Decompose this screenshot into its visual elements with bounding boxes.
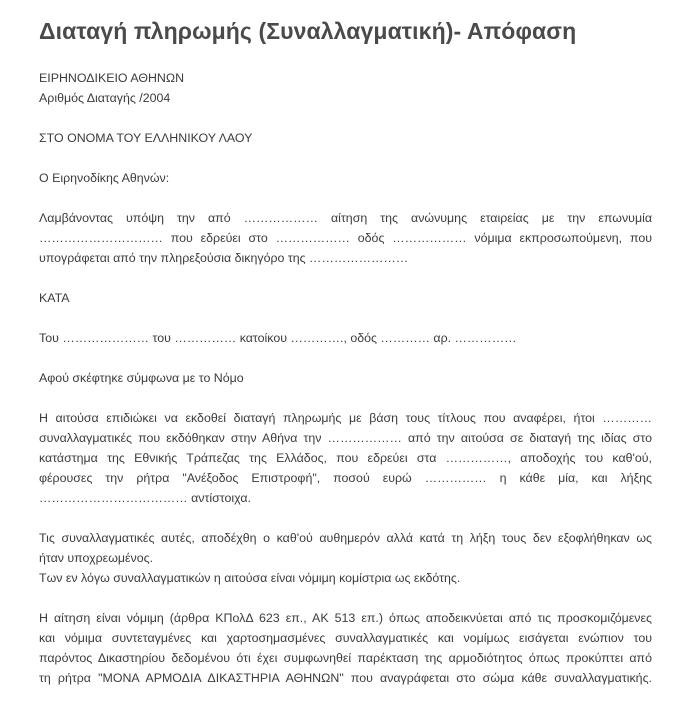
document-title: Διαταγή πληρωμής (Συναλλαγματική)- Απόφαση <box>39 18 577 44</box>
paragraph-line: Τις συναλλαγματικές αυτές, αποδέχθη ο καθ'ού αυθημερόν αλλά κατά τη λήξη τους δεν εξοφλήθηκαν ως <box>39 531 652 545</box>
paragraph-line: ήταν υποχρεωμένος. <box>39 551 154 565</box>
paragraph-line: ……………………………… αντίστοιχα. <box>39 491 251 505</box>
judge-text: Ο Ειρηνοδίκης Αθηνών: <box>39 171 170 185</box>
paragraph-line: κατάστημα της Εθνικής Τράπεζας της Ελλάδος, που εδρεύει στα ……………, αποδοχής του καθ'ού, <box>39 451 652 465</box>
paragraph-claim <box>39 408 652 508</box>
preamble-text: ΣΤΟ ΟΝΟΜΑ ΤΟΥ ΕΛΛΗΝΙΚΟΥ ΛΑΟΥ <box>39 131 253 145</box>
against-heading <box>39 288 652 308</box>
paragraph-line: φέρουσες την ρήτρα "Ανέξοδος Επιστροφή", ποσού ευρώ …………… η κάθε μία, και λήξης <box>39 471 652 485</box>
court-header <box>39 68 652 108</box>
considering-line: Λαμβάνοντας υπόψη την από ……………… αίτηση της ανώνυμης εταιρείας με την επωνυμία <box>39 211 652 225</box>
paragraph-line: Η αιτούσα επιδιώκει να εκδοθεί διαταγή πληρωμής με βάση τους τίτλους που αναφέρει, ήτοι ………… <box>39 411 652 425</box>
paragraph-acceptance <box>39 528 652 588</box>
paragraph-line: Η αίτηση είναι νόμιμη (άρθρα ΚΠολΔ 623 επ., ΑΚ 513 επ.) όπως αποδεικνύεται από τις προσκομιζόμενες <box>39 611 652 625</box>
order-number: Αριθμός Διαταγής /2004 <box>39 91 171 105</box>
court-name: ΕΙΡΗΝΟΔΙΚΕΙΟ ΑΘΗΝΩΝ <box>39 71 185 85</box>
debtor-text: Του ………………… του …………… κατοίκου …………., οδός ………… αρ. …………… <box>39 331 517 345</box>
reasoning-text: Αφού σκέφτηκε σύμφωνα με το Νόμο <box>39 371 244 385</box>
preamble <box>39 128 652 148</box>
considering-line: υπογράφεται από την πληρεξούσια δικηγόρο της …………………… <box>39 251 409 265</box>
paragraph-line: και νόμιμα συντεταγμένες και χαρτοσημασμένες συναλλαγματικές και νομίμως εισάγεται ενώπιον του <box>39 631 652 645</box>
debtor-line <box>39 328 652 348</box>
against-text: ΚΑΤΑ <box>39 291 70 305</box>
paragraph-legality <box>39 608 652 688</box>
considering-paragraph <box>39 208 652 268</box>
judge-line <box>39 168 652 188</box>
reasoning-line <box>39 368 652 388</box>
document-body <box>39 68 652 688</box>
paragraph-line: Των εν λόγω συναλλαγματικών η αιτούσα είναι νόμιμη κομίστρια ως εκδότης. <box>39 571 461 585</box>
paragraph-line: τη ρήτρα "ΜΟΝΑ ΑΡΜΟΔΙΑ ΔΙΚΑΣΤΗΡΙΑ ΑΘΗΝΩΝ" που αναγράφεται στο σώμα κάθε συναλλαγματικής. <box>39 671 652 685</box>
paragraph-line: συναλλαγματικές που εκδόθηκαν στην Αθήνα την ……………… από την αιτούσα σε διαταγή της ιδίας στο <box>39 431 652 445</box>
considering-line: ………………………… που εδρεύει στο ……………… οδός ……………… νόμιμα εκπροσωπούμενη, που <box>39 231 652 245</box>
paragraph-line: παρόντος Δικαστηρίου δεδομένου ότι έχει συμφωνηθεί παρέκταση της αρμοδιότητος όπως προκύπτει από <box>39 651 652 665</box>
